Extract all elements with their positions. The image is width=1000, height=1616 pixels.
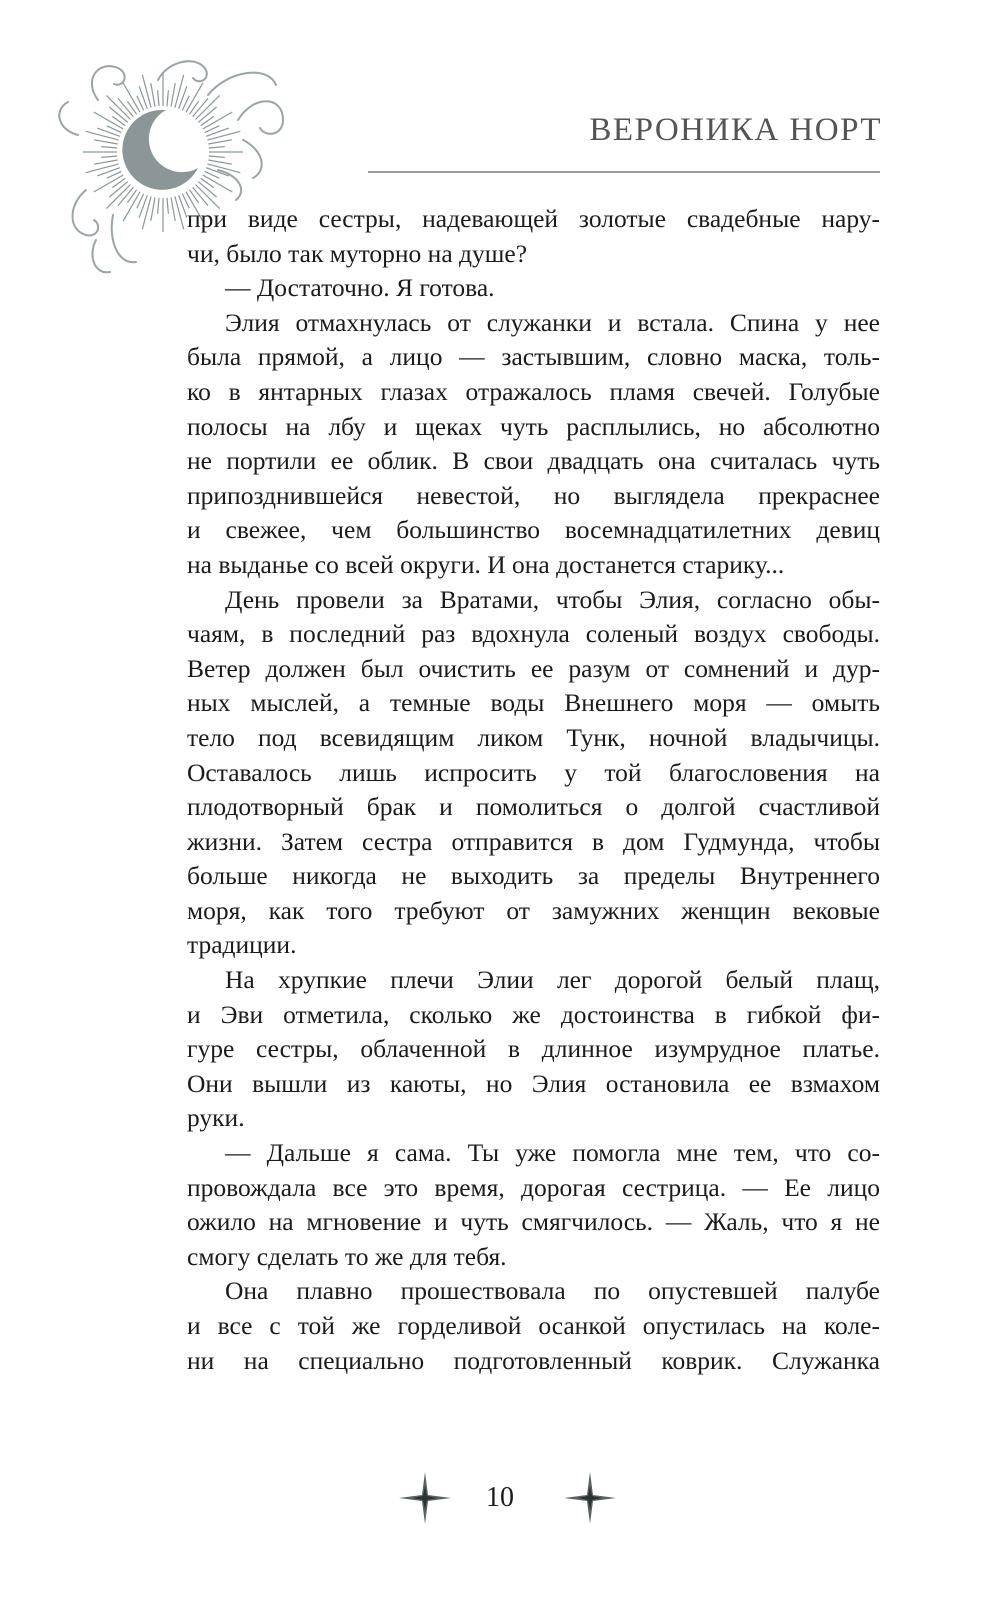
text-line: ни на специально подготовленный коврик. Служанка <box>187 1345 880 1375</box>
sunburst-ray <box>86 131 119 140</box>
text-line: при виде сестры, надевающей золотые свадебные нару- <box>187 204 880 233</box>
sunburst-ray <box>86 164 119 173</box>
text-line: тело под всевидящим ликом Тунк, ночной владычицы. <box>187 722 880 752</box>
sunburst-ray <box>167 198 168 214</box>
text-line: — Дальше я сама. Ты уже помогла мне тем, что со- <box>225 1138 880 1168</box>
sunburst-ray <box>175 196 184 229</box>
sunburst-ray <box>167 90 168 106</box>
sunburst-ray <box>209 156 225 157</box>
text-line: День провели за Вратами, чтобы Элия, согласно обы- <box>225 584 880 614</box>
text-line: припозднившейся невестой, но выглядела прекраснее <box>187 480 880 510</box>
text-line: чаям, в последний раз вдохнула соленый воздух свободы. <box>187 619 880 649</box>
running-head-author: ВЕРОНИКА НОРТ <box>589 112 882 148</box>
text-line: Элия отмахнулась от служанки и встала. Спина у нее <box>225 307 880 337</box>
text-line: Они вышли из каюты, но Элия остановила ее взмахом <box>187 1068 880 1098</box>
text-line: ко в янтарных глазах отражалось пламя свечей. Голубые <box>187 376 880 406</box>
sunburst-ray <box>171 83 175 107</box>
text-line: На хрупкие плечи Элии лег дорогой белый плащ, <box>225 965 880 995</box>
page-number: 10 <box>486 1482 514 1513</box>
sunburst-ray <box>151 197 155 221</box>
sunburst-ray <box>94 160 118 164</box>
text-line: не портили ее облик. В свои двадцать она считалась чуть <box>187 446 880 476</box>
text-line: Оставалось лишь испросить у той благословения на <box>187 757 880 787</box>
sparkle-star-left-icon <box>395 1468 455 1528</box>
sunburst-ray <box>101 147 117 148</box>
text-line: Она плавно прошествовала по опустевшей палубе <box>225 1276 880 1306</box>
sunburst-ray <box>208 160 232 164</box>
text-line: больше никогда не выходить за пределы Внутреннего <box>187 861 880 891</box>
sunburst-ray <box>142 75 151 108</box>
header-rule <box>368 171 880 173</box>
text-line: — Достаточно. Я готова. <box>225 273 495 303</box>
text-line: ных мыслей, а темные воды Внешнего моря — омыть <box>187 688 880 718</box>
sunburst-ray <box>142 196 151 229</box>
text-line: провождала все это время, дорогая сестрица. — Ее лицо <box>187 1172 880 1202</box>
text-line: моря, как того требуют от замужних женщин вековые <box>187 895 880 925</box>
text-line: гуре сестры, облаченной в длинное изумрудное платье. <box>187 1034 880 1064</box>
text-line: и все с той же горделивой осанкой опустилась на коле- <box>187 1311 880 1340</box>
text-line: полосы на лбу и щеках чуть расплылись, но абсолютно <box>187 411 880 441</box>
sunburst-ray <box>207 131 240 140</box>
text-line: и Эви отметила, сколько же достоинства в гибкой фи- <box>187 999 880 1029</box>
page-footer <box>0 1468 1000 1528</box>
sunburst-ray <box>158 90 159 106</box>
text-line: жизни. Затем сестра отправится в дом Гудмунда, чтобы <box>187 826 880 856</box>
text-line: ожило на мгновение и чуть смягчилось. — Жаль, что я не <box>187 1207 880 1237</box>
sunburst-ray <box>208 140 232 144</box>
text-line: и свежее, чем большинство восемнадцатилетних девиц <box>187 515 880 545</box>
text-line: чи, было так муторно на душе? <box>187 238 528 268</box>
sunburst-ray <box>175 75 184 108</box>
sunburst-ray <box>209 147 225 148</box>
sunburst-ray <box>171 197 175 221</box>
sunburst-ray <box>101 156 117 157</box>
text-line: была прямой, а лицо — застывшим, словно маска, толь- <box>187 342 880 372</box>
text-line: смогу сделать то же для тебя. <box>187 1241 507 1271</box>
text-line: традиции. <box>187 930 297 960</box>
body-text <box>187 202 880 1378</box>
sunburst-ray <box>151 83 155 107</box>
text-line: на выданье со всей округи. И она достанется старику... <box>187 549 785 579</box>
text-line: Ветер должен был очистить ее разум от сомнений и дур- <box>187 653 880 683</box>
text-line: плодотворный брак и помолиться о долгой счастливой <box>187 792 880 822</box>
sparkle-star-right-icon <box>560 1468 620 1528</box>
sunburst-ray <box>94 140 118 144</box>
text-line: руки. <box>187 1103 245 1133</box>
sunburst-ray <box>158 198 159 214</box>
